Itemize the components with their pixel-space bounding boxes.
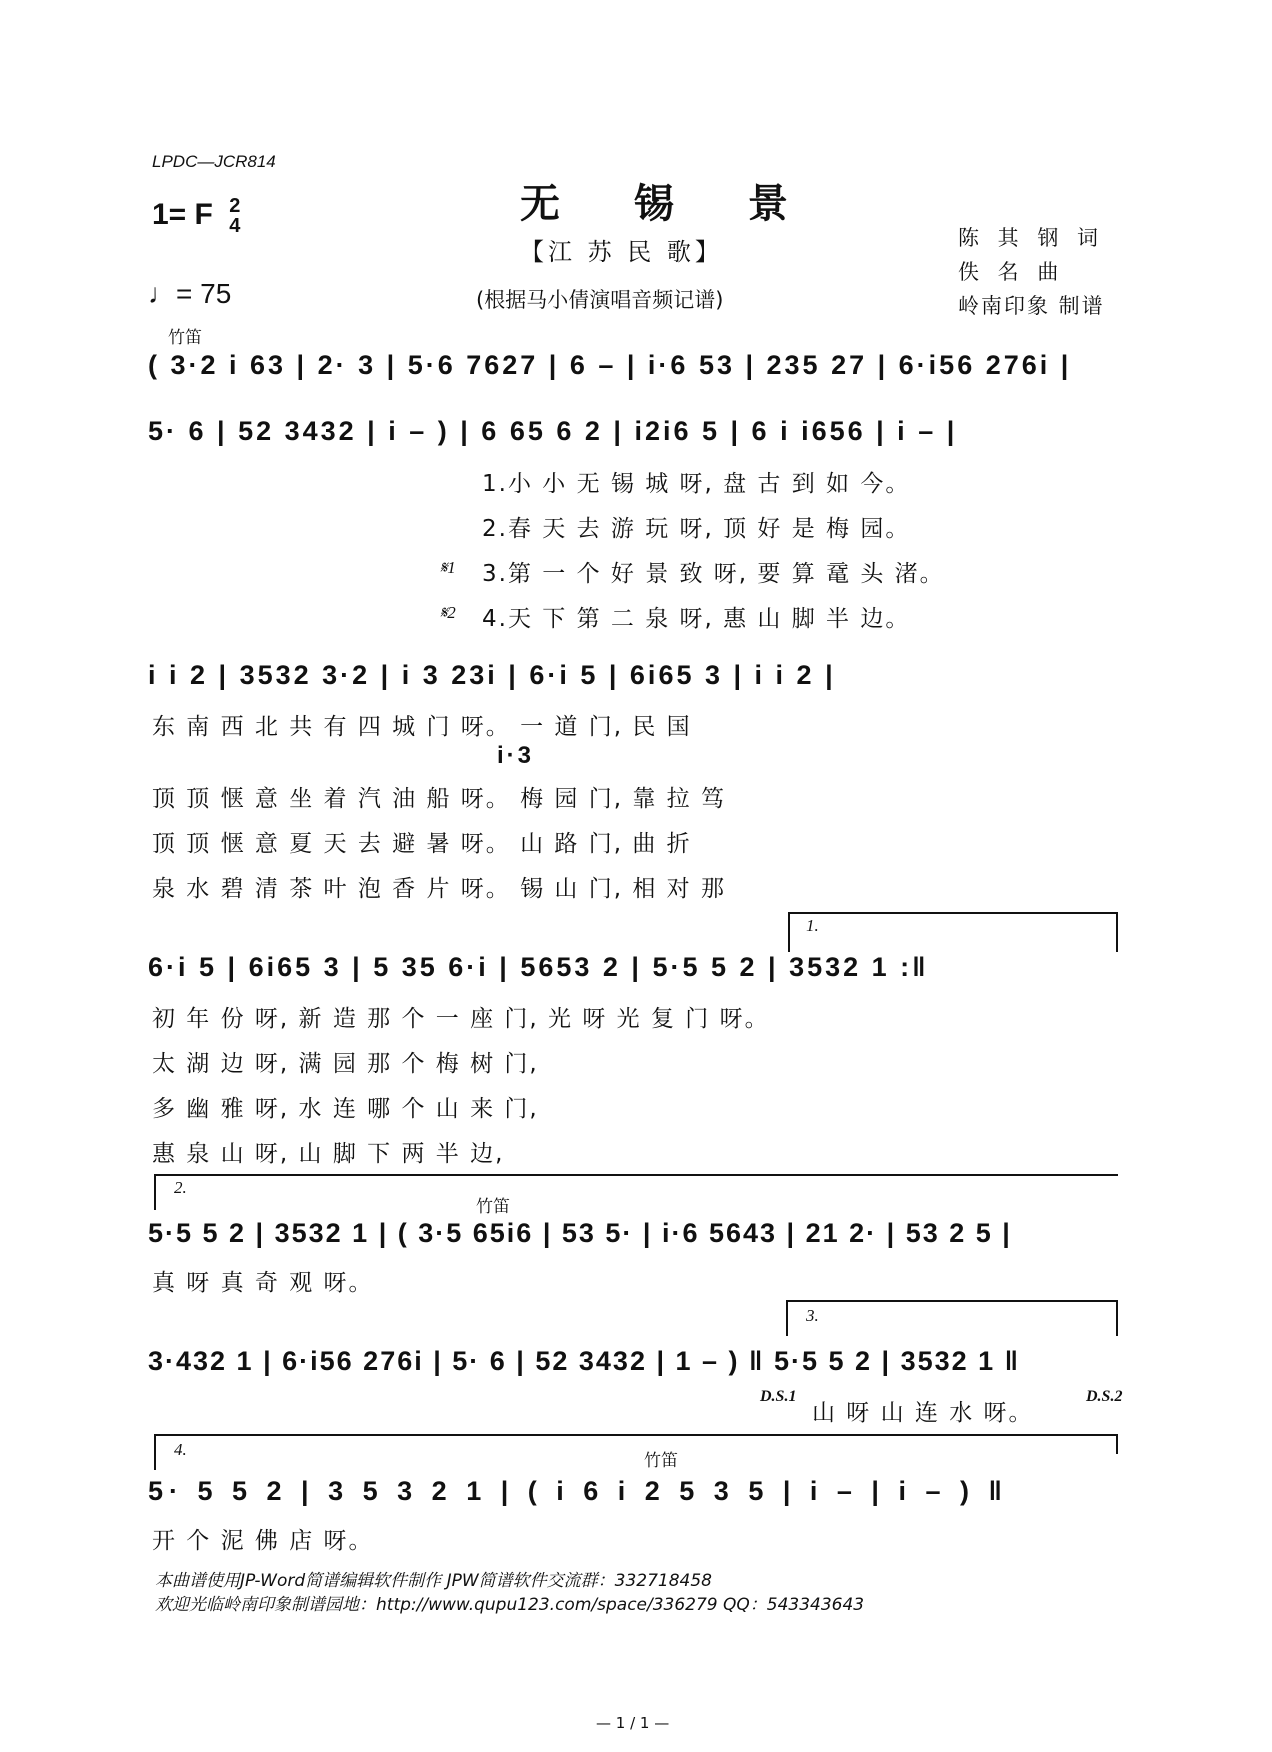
instrument-label-flute-3: 竹笛 bbox=[644, 1451, 678, 1471]
time-bottom: 4 bbox=[229, 215, 241, 237]
verse-b-3: 顶 顶 惬 意 夏 天 去 避 暑 呀。 山 路 门, 曲 折 bbox=[152, 831, 692, 857]
ending-1-label: 1. bbox=[806, 916, 819, 935]
verse-c-2: 太 湖 边 呀, 满 园 那 个 梅 树 门, bbox=[152, 1051, 539, 1077]
tempo-marking: ♩= 75 bbox=[148, 278, 232, 309]
score-code: LPDC—JCR814 bbox=[152, 152, 276, 171]
ending-4-label: 4. bbox=[174, 1440, 187, 1459]
footer-software-note: 本曲谱使用JP-Word简谱编辑软件制作 JPW简谱软件交流群：332718458 bbox=[155, 1571, 712, 1591]
source-note: (根据马小倩演唱音频记谱) bbox=[476, 288, 724, 312]
ds-2-marking: D.S.2 bbox=[1086, 1388, 1123, 1405]
verse-c-3: 多 幽 雅 呀, 水 连 哪 个 山 来 门, bbox=[152, 1096, 539, 1122]
ds-1-marking: D.S.1 bbox=[760, 1388, 797, 1405]
ending-3-bracket bbox=[786, 1300, 1116, 1302]
verse-a-4: 4.天 下 第 二 泉 呀, 惠 山 脚 半 边。 bbox=[482, 606, 911, 632]
lyricist-credit: 陈 其 钢 词 bbox=[958, 226, 1105, 250]
verse-a-2: 2.春 天 去 游 玩 呀, 顶 好 是 梅 园。 bbox=[482, 516, 911, 542]
ending-2-label: 2. bbox=[174, 1178, 187, 1197]
ending-3-lyric: 山 呀 山 连 水 呀。 bbox=[812, 1400, 1034, 1426]
key-label: 1= F bbox=[152, 197, 213, 231]
ending-1-bracket-right bbox=[1116, 912, 1118, 952]
verse-a-3: 3.第 一 个 好 景 致 呀, 要 算 鼋 头 渚。 bbox=[482, 561, 945, 587]
music-row-1: ( 3·2 i 63 | 2· 3 | 5·6 7627 | 6 – | i·6 53 | 235 27 | 6·i56 276i | bbox=[148, 350, 1072, 380]
music-row-7: 5· 5 5 2 | 3 5 3 2 1 | ( i 6 i 2 5 3 5 | i – | i – ) ‖ bbox=[148, 1476, 1008, 1506]
music-row-3: i i 2 | 3532 3·2 | i 3 23i | 6·i 5 | 6i65 3 | i i 2 | bbox=[148, 660, 836, 690]
ending-2-bracket bbox=[154, 1174, 1118, 1176]
ending-4-bracket-right bbox=[1116, 1434, 1118, 1454]
ending-3-bracket-right bbox=[1116, 1300, 1118, 1336]
verse-b-4: 泉 水 碧 清 茶 叶 泡 香 片 呀。 锡 山 门, 相 对 那 bbox=[152, 876, 726, 902]
key-signature bbox=[152, 196, 240, 236]
song-title: 无 锡 景 bbox=[520, 180, 818, 227]
segno-2: 𝄋2 bbox=[440, 603, 456, 622]
ending-4-bracket-left bbox=[154, 1434, 156, 1470]
arranger-credit: 岭南印象 制谱 bbox=[958, 294, 1105, 318]
page-number: — 1 / 1 — bbox=[596, 1714, 670, 1732]
music-row-2: 5· 6 | 52 3432 | i – ) | 6 65 6 2 | i2i6 5 | 6 i i656 | i – | bbox=[148, 416, 958, 446]
instrument-label-flute-2: 竹笛 bbox=[476, 1197, 510, 1217]
ending-3-bracket-left bbox=[786, 1300, 788, 1336]
ending-2-bracket-left bbox=[154, 1174, 156, 1210]
instrument-label-flute: 竹笛 bbox=[168, 328, 202, 348]
segno-1: 𝄋1 bbox=[440, 558, 456, 577]
music-row-4: 6·i 5 | 6i65 3 | 5 35 6·i | 5653 2 | 5·5 5 2 | 3532 1 :‖ bbox=[148, 952, 929, 982]
ending-2-lyric: 真 呀 真 奇 观 呀。 bbox=[152, 1270, 374, 1296]
ending-3-label: 3. bbox=[806, 1306, 819, 1325]
music-row-5: 5·5 5 2 | 3532 1 | ( 3·5 65i6 | 53 5· | i·6 5643 | 21 2· | 53 2 5 | bbox=[148, 1218, 1012, 1248]
time-top: 2 bbox=[229, 195, 241, 217]
genre-label: 【江 苏 民 歌】 bbox=[520, 238, 723, 266]
music-row-6: 3·432 1 | 6·i56 276i | 5· 6 | 52 3432 | 1 – ) ‖ 5·5 5 2 | 3532 1 ‖ bbox=[148, 1346, 1021, 1376]
ending-1-bracket-left bbox=[788, 912, 790, 952]
ending-4-bracket bbox=[154, 1434, 1116, 1436]
verse-c-4: 惠 泉 山 呀, 山 脚 下 两 半 边, bbox=[152, 1141, 505, 1167]
ending-4-lyric: 开 个 泥 佛 店 呀。 bbox=[152, 1528, 374, 1554]
alternate-note: i·3 bbox=[497, 742, 535, 769]
verse-b-1: 东 南 西 北 共 有 四 城 门 呀。 一 道 门, 民 国 bbox=[152, 714, 692, 740]
verse-a-1: 1.小 小 无 锡 城 呀, 盘 古 到 如 今。 bbox=[482, 471, 911, 497]
verse-c-1: 初 年 份 呀, 新 造 那 个 一 座 门, 光 呀 光 复 门 呀。 bbox=[152, 1006, 770, 1032]
verse-b-2: 顶 顶 惬 意 坐 着 汽 油 船 呀。 梅 园 门, 靠 拉 笃 bbox=[152, 786, 726, 812]
ending-1-bracket bbox=[788, 912, 1116, 914]
footer-website-note: 欢迎光临岭南印象制谱园地：http://www.qupu123.com/space/336279 QQ：543343643 bbox=[155, 1595, 865, 1615]
composer-credit: 佚 名 曲 bbox=[958, 260, 1065, 284]
time-signature bbox=[229, 196, 240, 236]
